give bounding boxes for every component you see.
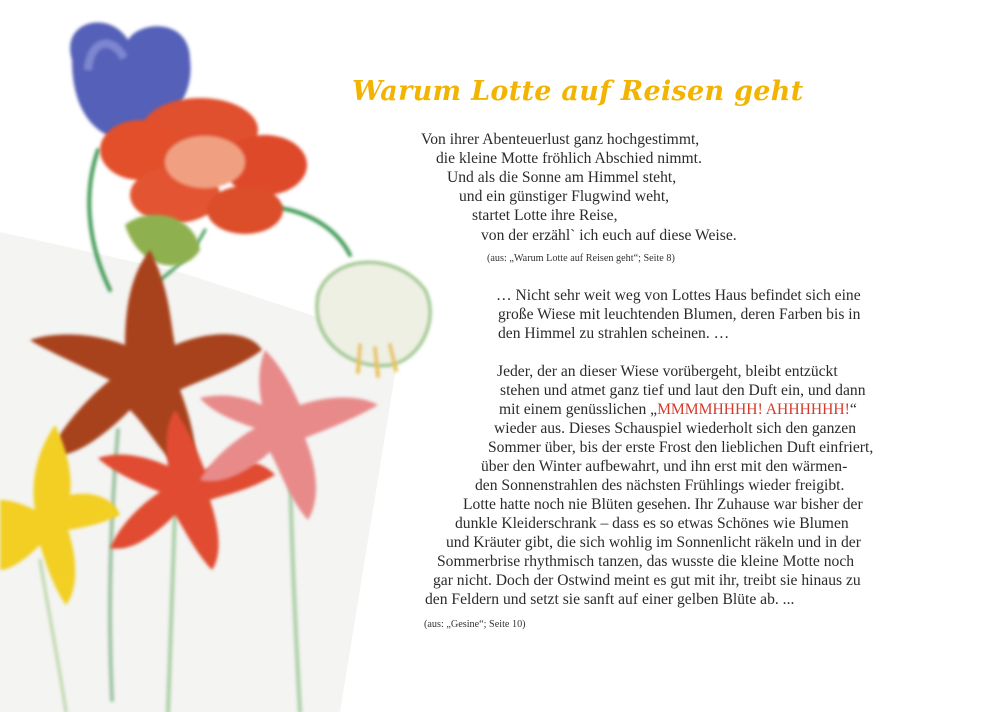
text-line-highlight [499, 400, 857, 420]
page-title: Warum Lotte auf Reisen geht [352, 76, 804, 107]
text-line: große Wiese mit leuchtenden Blumen, deren Farben bis in [498, 306, 861, 323]
text-line: Sommerbrise rhythmisch tanzen, das wusste die kleine Motte noch [437, 553, 855, 570]
text-line: dunkle Kleiderschrank – dass es so etwas Schönes wie Blumen [455, 515, 849, 532]
poem-line: und ein günstiger Flugwind weht, [459, 188, 670, 205]
green-leaf [125, 215, 200, 266]
text-line: wieder aus. Dieses Schauspiel wiederholt sich den ganzen [494, 420, 857, 437]
text-line: … Nicht sehr weit weg von Lottes Haus befindet sich eine [496, 287, 861, 304]
poem-line: von der erzähl` ich euch auf diese Weise. [481, 227, 737, 244]
text-line: den Feldern und setzt sie sanft auf einer gelben Blüte ab. ... [425, 591, 795, 608]
text-line: gar nicht. Doch der Ostwind meint es gut mit ihr, treibt sie hinaus zu [433, 572, 861, 589]
text-before-exclamation: mit einem genüsslichen „ [499, 401, 658, 418]
text-line: über den Winter aufbewahrt, und ihn erst mit den wärmen- [481, 458, 848, 475]
text-line: Lotte hatte noch nie Blüten gesehen. Ihr Zuhause war bisher der [463, 496, 863, 513]
prose-source: (aus: „Gesine“; Seite 10) [424, 619, 526, 630]
text-line: Jeder, der an dieser Wiese vorübergeht, bleibt entzückt [497, 363, 838, 380]
highlight-exclamation: MMMMHHHH! AHHHHHH! [657, 401, 850, 418]
poem-line: startet Lotte ihre Reise, [472, 207, 618, 224]
poem-line: Von ihrer Abenteuerlust ganz hochgestimmt, [421, 131, 700, 148]
poem-line: Und als die Sonne am Himmel steht, [447, 169, 677, 186]
poem-line: die kleine Motte fröhlich Abschied nimmt. [436, 150, 702, 167]
text-line: stehen und atmet ganz tief und laut den Duft ein, und dann [500, 382, 866, 399]
text-line: und Kräuter gibt, die sich wohlig im Sonnenlicht räkeln und in der [446, 534, 861, 551]
text-line: den Himmel zu strahlen scheinen. … [498, 325, 730, 342]
text-line: den Sonnenstrahlen des nächsten Frühlings wieder freigibt. [475, 477, 845, 494]
text-after-exclamation: “ [849, 401, 857, 418]
text-line: Sommer über, bis der erste Frost den lieblichen Duft einfriert, [488, 439, 874, 456]
poem-source: (aus: „Warum Lotte auf Reisen geht“; Seite 8) [487, 253, 675, 264]
